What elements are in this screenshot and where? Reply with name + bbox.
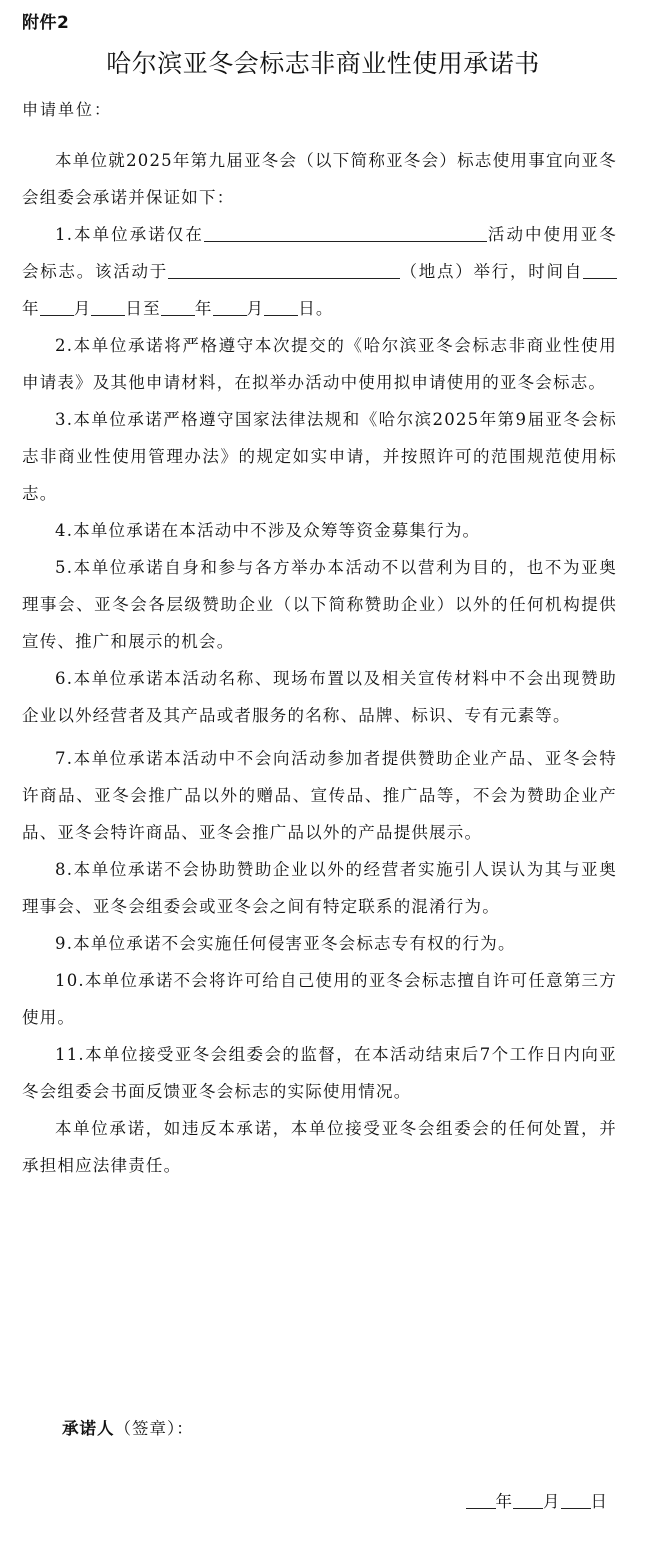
item-4: 4.本单位承诺在本活动中不涉及众筹等资金募集行为。 [55,521,481,540]
year-label: 年 [22,299,40,318]
item-3: 3.本单位承诺严格遵守国家法律法规和《哈尔滨2025年第9届亚冬会标志非商业性使用管理办法》的规定如实申请，并按照许可的范围规范使用标志。 [22,410,617,503]
item-1-text-a: 1.本单位承诺仅在 [55,225,205,244]
attachment-label: 附件2 [22,13,70,33]
end-year-blank[interactable] [161,299,195,317]
signature-line [62,1415,194,1439]
date-line [466,1488,609,1512]
activity-name-blank[interactable] [204,225,487,243]
closing-paragraph: 本单位承诺，如违反本承诺，本单位接受亚冬会组委会的任何处置，并承担相应法律责任。 [22,1119,617,1175]
item-9: 9.本单位承诺不会实施任何侵害亚冬会标志专有权的行为。 [55,934,516,953]
day-to-label: 日至 [125,299,161,318]
end-month-blank[interactable] [213,299,247,317]
item-5: 5.本单位承诺自身和参与各方举办本活动不以营利为目的，也不为亚奥理事会、亚冬会各层级赞助企业（以下简称赞助企业）以外的任何机构提供宣传、推广和展示的机会。 [22,558,617,651]
signature-seal-label: （签章）： [114,1419,194,1438]
month-label: 月 [73,299,92,318]
start-year-blank[interactable] [583,262,617,280]
sign-day-blank[interactable] [561,1492,591,1510]
commitment-body [22,142,617,1184]
item-11: 11.本单位接受亚冬会组委会的监督，在本活动结束后7个工作日内向亚冬会组委会书面反馈亚冬会标志的实际使用情况。 [22,1045,617,1101]
start-day-blank[interactable] [91,299,125,317]
item-1-text-c: （地点）举行，时间自 [399,262,583,281]
intro-paragraph: 本单位就2025年第九届亚冬会（以下简称亚冬会）标志使用事宜向亚冬会组委会承诺并保证如下： [22,151,617,207]
item-1 [22,216,617,327]
start-month-blank[interactable] [40,299,74,317]
end-day-blank[interactable] [264,299,298,317]
applicant-label: 申请单位： [22,100,113,119]
sign-year-blank[interactable] [466,1492,496,1510]
sign-year-label: 年 [495,1492,513,1511]
month-label-2: 月 [246,299,265,318]
item-10: 10.本单位承诺不会将许可给自己使用的亚冬会标志擅自许可任意第三方使用。 [22,971,617,1027]
item-6: 6.本单位承诺本活动名称、现场布置以及相关宣传材料中不会出现赞助企业以外经营者及其产品或者服务的名称、品牌、标识、专有元素等。 [22,669,617,725]
sign-day-label: 日 [590,1492,608,1511]
item-1-text-b: 活动中使用亚冬会标志。该活动于 [22,225,618,281]
signature-label: 承诺人 [62,1419,115,1438]
item-2: 2.本单位承诺将严格遵守本次提交的《哈尔滨亚冬会标志非商业性使用申请表》及其他申请材料，在拟举办活动中使用拟申请使用的亚冬会标志。 [22,336,617,392]
item-7: 7.本单位承诺本活动中不会向活动参加者提供赞助企业产品、亚冬会特许商品、亚冬会推广品以外的赠品、宣传品、推广品等，不会为赞助企业产品、亚冬会特许商品、亚冬会推广品以外的产品提供展示。 [22,749,617,842]
sign-month-label: 月 [543,1492,561,1511]
day-end-label: 日。 [298,299,334,318]
location-blank[interactable] [168,262,400,280]
document-title: 哈尔滨亚冬会标志非商业性使用承诺书 [106,49,540,78]
sign-month-blank[interactable] [513,1492,543,1510]
item-8: 8.本单位承诺不会协助赞助企业以外的经营者实施引人误认为其与亚奥理事会、亚冬会组委会或亚冬会之间有特定联系的混淆行为。 [22,860,617,916]
year-label-2: 年 [194,299,213,318]
